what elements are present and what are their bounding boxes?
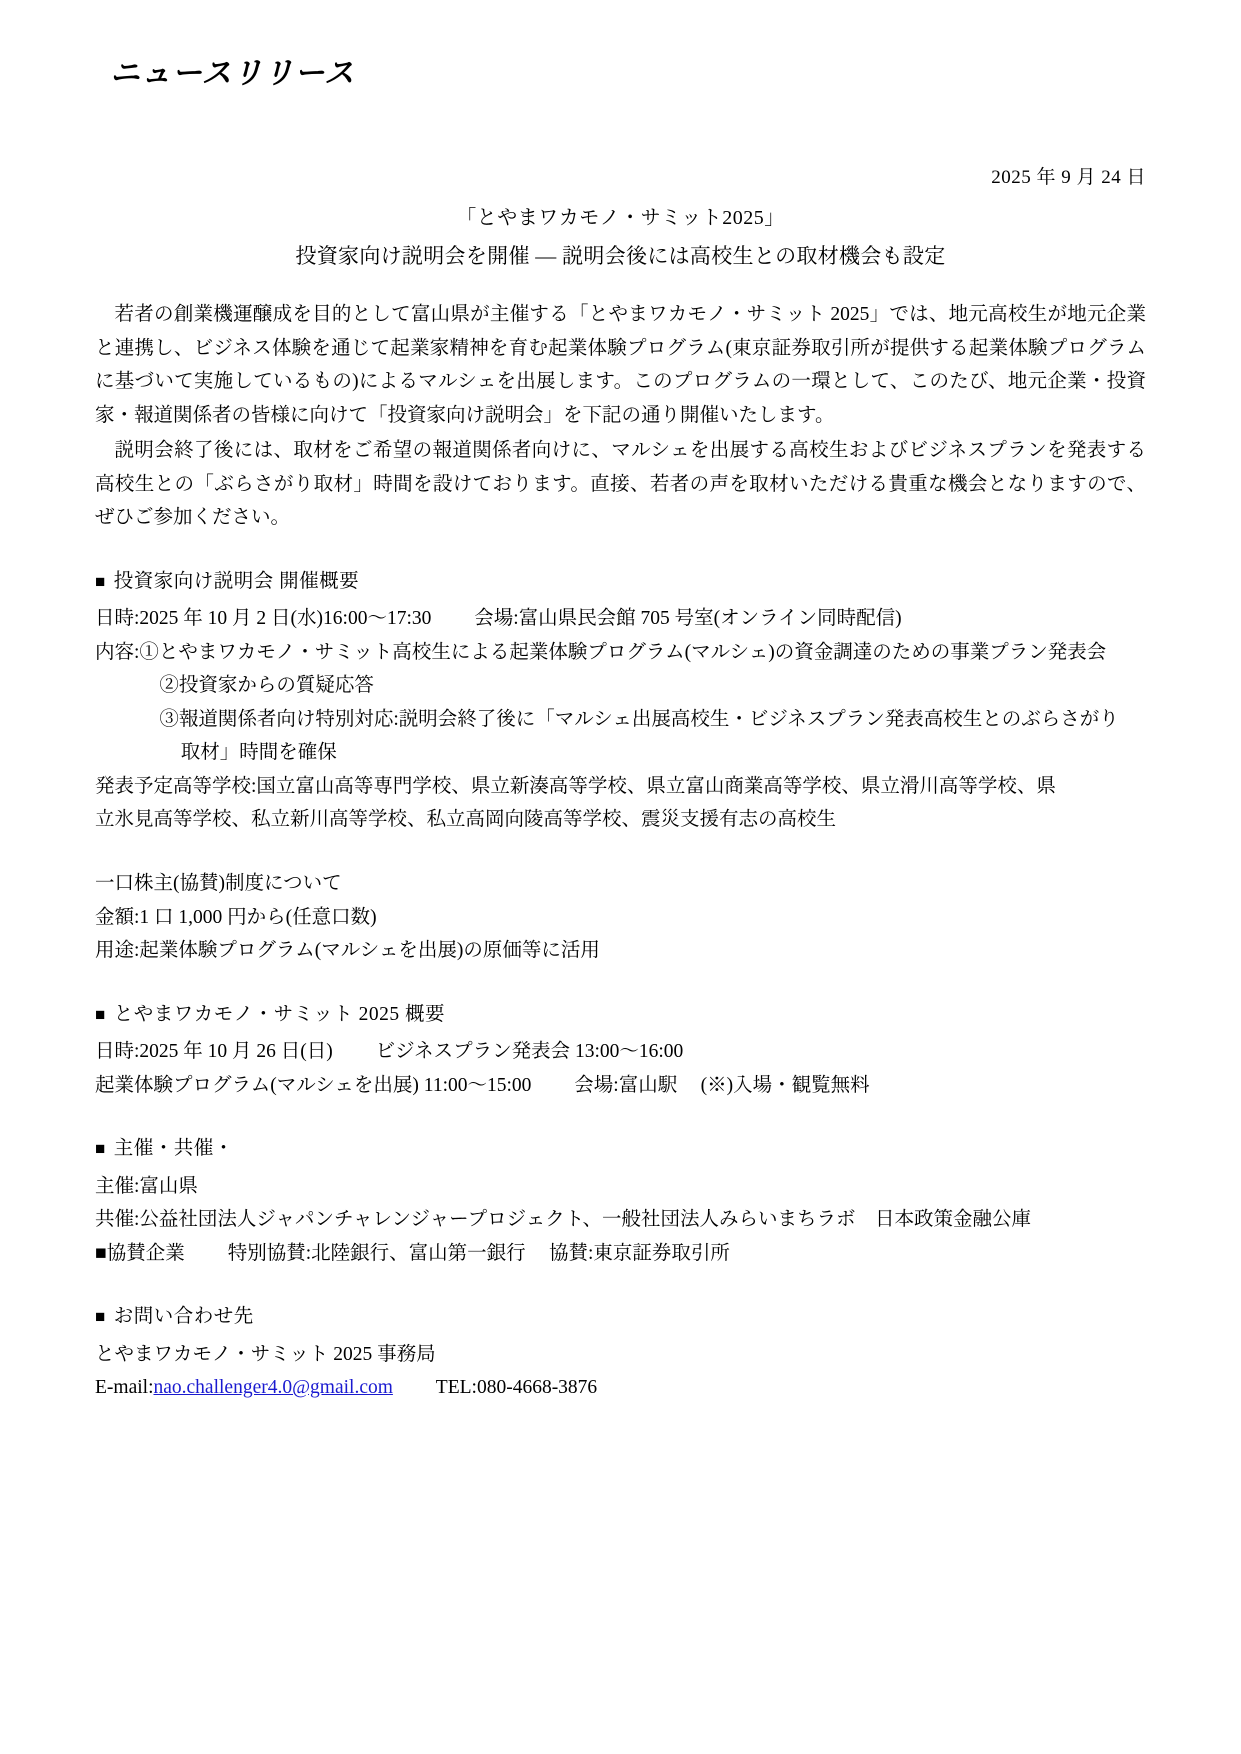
section-1-content-3b: 取材」時間を確保 [180, 742, 337, 764]
section-4-sponsor-special: 特別協賛:北陸銀行、富山第一銀行 [227, 1242, 526, 1264]
email-label: E-mail: [95, 1377, 154, 1399]
section-1-content-1: 内容:①とやまワカモノ・サミット高校生による起業体験プログラム(マルシェ)の資金調達のための事業プラン発表会 [95, 641, 1107, 663]
masthead-logo: ニュースリリース [110, 57, 355, 90]
title-line-2: 投資家向け説明会を開催 ― 説明会後には高校生との取材機会も設定 [295, 244, 946, 268]
section-3-venue: 会場:富山駅 [574, 1074, 678, 1096]
section-1-content-3: ③報道関係者向け特別対応:説明会終了後に「マルシェ出展高校生・ビジネスプラン発表高校生とのぶらさがり [159, 708, 1119, 730]
release-date: 2025 年 9 月 24 日 [991, 167, 1146, 188]
section-1-heading-text: 投資家向け説明会 開催概要 [113, 570, 360, 592]
section-1-heading [95, 565, 1146, 599]
section-shareholder-system [95, 867, 1146, 968]
square-bullet-icon: ■ [95, 1139, 106, 1159]
section-1-venue: 会場:富山県民会館 705 号室(オンライン同時配信) [474, 608, 902, 630]
section-5-heading [95, 1300, 1146, 1334]
section-1-content-2: ②投資家からの質疑応答 [159, 675, 374, 697]
body-paragraphs [95, 298, 1146, 535]
section-4-sponsor-normal: 協賛:東京証券取引所 [549, 1242, 730, 1264]
section-5-office: とやまワカモノ・サミット 2025 事務局 [95, 1343, 436, 1365]
section-contact [95, 1300, 1146, 1405]
square-bullet-icon: ■ [95, 571, 106, 591]
section-4-co-organizer: 共催:公益社団法人ジャパンチャレンジャープロジェクト、一般社団法人みらいまちラボ 日本政策金融公庫 [95, 1209, 1031, 1231]
title-line-1: 「とやまワカモノ・サミット2025」 [456, 207, 785, 229]
section-2-heading: 一口株主(協賛)制度について [95, 872, 342, 894]
section-1-schools-1: 発表予定高等学校:国立富山高等専門学校、県立新湊高等学校、県立富山商業高等学校、県立滑川高等学校、県 [95, 775, 1056, 797]
section-2-amount: 金額:1 口 1,000 円から(任意口数) [95, 906, 377, 928]
section-3-program-row [95, 1069, 1146, 1103]
section-briefing-overview [95, 565, 1146, 837]
section-1-datetime: 日時:2025 年 10 月 2 日(水)16:00〜17:30 [95, 608, 432, 630]
section-1-schools-2: 立氷見高等学校、私立新川高等学校、私立高岡向陵高等学校、震災支援有志の高校生 [95, 809, 837, 831]
section-5-heading-text: お問い合わせ先 [113, 1306, 254, 1328]
paragraph-2: 説明会終了後には、取材をご希望の報道関係者向けに、マルシェを出展する高校生およびビジネスプランを発表する高校生との「ぶらさがり取材」時間を設けております。直接、若者の声を取材いただける貴重な機会となりますので、ぜひご参加ください。 [95, 440, 1146, 529]
square-bullet-icon: ■ [95, 1307, 106, 1327]
section-summit-overview [95, 998, 1146, 1103]
section-4-heading [95, 1132, 1146, 1166]
section-4-heading-text: 主催・共催・ [113, 1138, 234, 1160]
section-1-datetime-venue [95, 602, 1146, 636]
square-bullet-icon: ■ [95, 1242, 107, 1264]
paragraph-1: 若者の創業機運醸成を目的として富山県が主催する「とやまワカモノ・サミット 2025」では、地元高校生が地元企業と連携し、ビジネス体験を通じて起業家精神を育む起業体験プログラム(東京証券取引所が提供する起業体験プログラムに基づいて実施しているもの)によるマルシェを出展します。このプログラムの一環として、このたび、地元企業・投資家・報道関係者の皆様に向けて「投資家向け説明会」を下記の通り開催いたします。 [95, 304, 1146, 426]
telephone-number: TEL:080-4668-3876 [435, 1377, 598, 1399]
title-block [95, 201, 1146, 270]
section-4-sponsors-row [95, 1237, 1146, 1271]
section-3-heading [95, 998, 1146, 1032]
section-3-datetime: 日時:2025 年 10 月 26 日(日) [95, 1041, 333, 1063]
section-5-contact-row [95, 1371, 1146, 1405]
section-4-organizer: 主催:富山県 [95, 1175, 198, 1197]
email-link[interactable]: nao.challenger4.0@gmail.com [153, 1377, 393, 1399]
section-3-presentation: ビジネスプラン発表会 13:00〜16:00 [375, 1041, 684, 1063]
section-3-note: (※)入場・観覧無料 [700, 1074, 870, 1096]
section-organizers [95, 1132, 1146, 1270]
square-bullet-icon: ■ [95, 1004, 106, 1024]
section-3-heading-text: とやまワカモノ・サミット 2025 概要 [113, 1003, 445, 1025]
section-4-sponsor-heading: 協賛企業 [106, 1242, 185, 1264]
section-3-program: 起業体験プログラム(マルシェを出展) 11:00〜15:00 [95, 1074, 532, 1096]
section-3-datetime-row [95, 1035, 1146, 1069]
section-2-usage: 用途:起業体験プログラム(マルシェを出展)の原価等に活用 [95, 940, 600, 962]
